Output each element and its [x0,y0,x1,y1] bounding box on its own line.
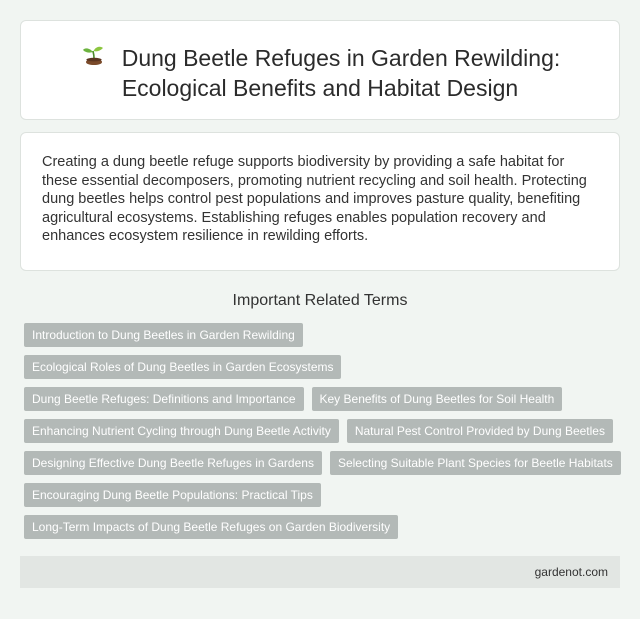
sprout-icon [80,45,108,69]
footer-site-name: gardenot.com [534,565,608,579]
related-terms-list [24,323,624,539]
tag-link[interactable]: Dung Beetle Refuges: Definitions and Importance [24,387,304,411]
tag-link[interactable]: Ecological Roles of Dung Beetles in Garden Ecosystems [24,355,341,379]
related-terms-heading: Important Related Terms [232,292,408,309]
tag-link[interactable]: Designing Effective Dung Beetle Refuges in Gardens [24,451,322,475]
tag-link[interactable]: Encouraging Dung Beetle Populations: Practical Tips [24,483,321,507]
tag-link[interactable]: Natural Pest Control Provided by Dung Beetles [347,419,613,443]
tag-link[interactable]: Key Benefits of Dung Beetles for Soil Health [312,387,563,411]
tag-link[interactable]: Selecting Suitable Plant Species for Beetle Habitats [330,451,621,475]
tag-link[interactable]: Long-Term Impacts of Dung Beetle Refuges on Garden Biodiversity [24,515,398,539]
page-title [21,43,619,103]
footer [20,556,620,588]
title-line-1: Dung Beetle Refuges in Garden Rewilding: [121,45,561,71]
tag-link[interactable]: Introduction to Dung Beetles in Garden Rewilding [24,323,303,347]
title-line-2: Ecological Benefits and Habitat Design [121,75,519,101]
intro-text: Creating a dung beetle refuge supports biodiversity by providing a safe habitat for these essential decomposers, promoting nutrient recycling and soil health. Protecting dung beetles helps control pest populations and improves pasture quality, benefiting agricultural ecosystems. Establishing refuges enables population recovery and enhances ecosystem resilience in rewilding efforts. [42,154,587,244]
intro-card [20,132,620,271]
header-card [20,20,620,120]
tag-link[interactable]: Enhancing Nutrient Cycling through Dung Beetle Activity [24,419,339,443]
